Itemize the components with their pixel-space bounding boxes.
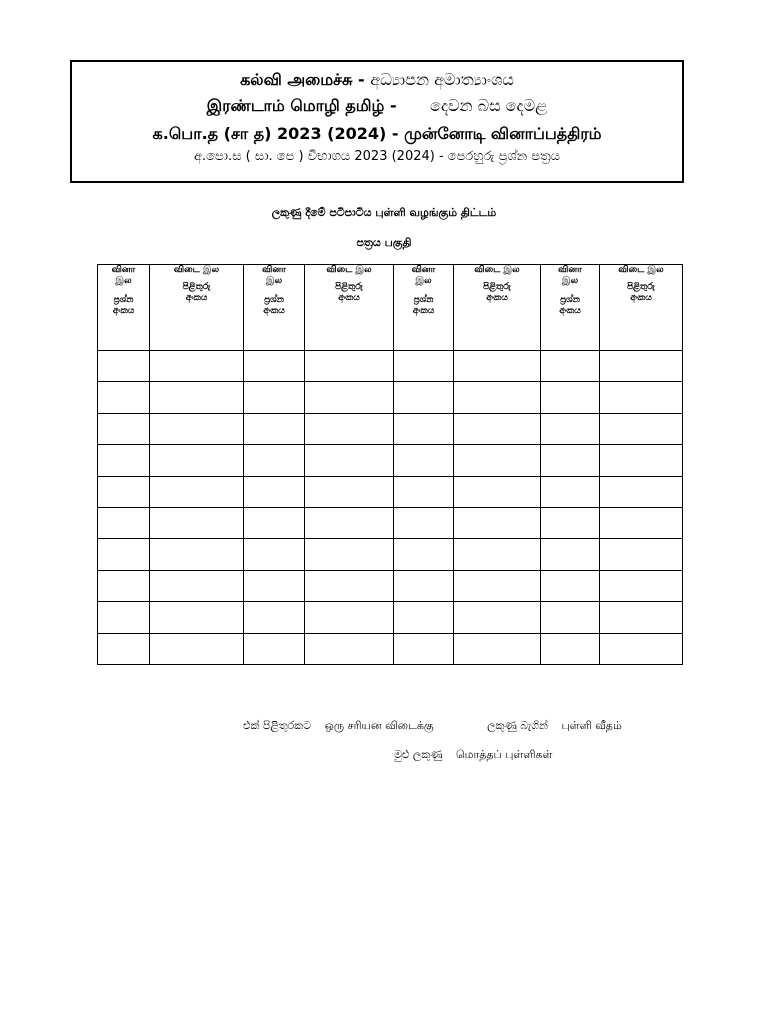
answer-number-cell[interactable] bbox=[600, 602, 683, 633]
answer-number-cell[interactable] bbox=[150, 351, 244, 382]
a-header-si1: පිළිතුරු bbox=[483, 282, 511, 292]
q-header-ta1: வினா bbox=[558, 265, 582, 275]
answer-number-header bbox=[305, 265, 394, 351]
subject-title bbox=[72, 96, 682, 117]
answer-number-cell[interactable] bbox=[305, 445, 394, 476]
question-number-cell[interactable] bbox=[244, 351, 305, 382]
title-box bbox=[70, 60, 684, 183]
answer-number-cell[interactable] bbox=[150, 602, 244, 633]
table-row bbox=[98, 382, 683, 413]
total-marks-ta: மொத்தப் புள்ளிகள் bbox=[456, 748, 553, 761]
answer-number-header bbox=[454, 265, 541, 351]
a-header-ta: விடை இல bbox=[618, 265, 664, 275]
table-row bbox=[98, 602, 683, 633]
marks-each-si: ලකුණු බැගින් bbox=[487, 719, 548, 732]
question-number-cell[interactable] bbox=[394, 476, 454, 507]
answer-number-cell[interactable] bbox=[150, 382, 244, 413]
question-number-cell[interactable] bbox=[394, 351, 454, 382]
table-row bbox=[98, 445, 683, 476]
a-header-si2: අංකය bbox=[338, 293, 360, 303]
a-header-ta: விடை இல bbox=[173, 265, 220, 275]
answer-number-cell[interactable] bbox=[305, 602, 394, 633]
answer-number-cell[interactable] bbox=[454, 382, 541, 413]
answer-number-cell[interactable] bbox=[600, 351, 683, 382]
question-number-header bbox=[244, 265, 305, 351]
q-header-ta1: வினா bbox=[411, 265, 436, 275]
table-row bbox=[98, 476, 683, 507]
table-row bbox=[98, 507, 683, 538]
total-marks-si: මුළු ලකුණු bbox=[394, 748, 443, 761]
question-number-cell[interactable] bbox=[394, 602, 454, 633]
a-header-si2: අංකය bbox=[486, 293, 508, 303]
question-number-cell[interactable] bbox=[98, 445, 150, 476]
exam-title-tamil: க.பொ.த (சா த) 2023 (2024) - முன்னோடி வினாப்பத்திரம் bbox=[152, 124, 602, 143]
question-number-header bbox=[98, 265, 150, 351]
question-number-cell[interactable] bbox=[244, 570, 305, 601]
answer-number-cell[interactable] bbox=[305, 633, 394, 664]
question-number-cell[interactable] bbox=[541, 413, 600, 444]
question-number-cell[interactable] bbox=[98, 633, 150, 664]
answer-grid bbox=[97, 264, 683, 665]
question-number-cell[interactable] bbox=[541, 539, 600, 570]
answer-number-cell[interactable] bbox=[150, 476, 244, 507]
answer-number-cell[interactable] bbox=[454, 633, 541, 664]
question-number-cell[interactable] bbox=[244, 507, 305, 538]
answer-number-cell[interactable] bbox=[150, 539, 244, 570]
answer-number-cell[interactable] bbox=[454, 413, 541, 444]
q-header-si1: ප්‍රශ්න bbox=[113, 295, 134, 305]
question-number-cell[interactable] bbox=[244, 476, 305, 507]
answer-number-cell[interactable] bbox=[454, 476, 541, 507]
a-header-si2: අංකය bbox=[185, 293, 208, 303]
answer-number-cell[interactable] bbox=[600, 633, 683, 664]
question-number-cell[interactable] bbox=[98, 351, 150, 382]
answer-number-cell[interactable] bbox=[454, 507, 541, 538]
question-number-cell[interactable] bbox=[98, 382, 150, 413]
question-number-cell[interactable] bbox=[541, 507, 600, 538]
subject-title-sinhala: දෙවන බස දෙමළ bbox=[430, 96, 548, 115]
answer-number-cell[interactable] bbox=[600, 507, 683, 538]
answer-number-cell[interactable] bbox=[600, 382, 683, 413]
answer-number-cell[interactable] bbox=[150, 507, 244, 538]
question-number-cell[interactable] bbox=[98, 602, 150, 633]
question-number-cell[interactable] bbox=[244, 539, 305, 570]
ministry-title-tamil: கல்வி அமைச்சு - bbox=[240, 70, 365, 89]
question-number-header bbox=[394, 265, 454, 351]
q-header-ta2: இல bbox=[265, 276, 283, 286]
question-number-cell[interactable] bbox=[244, 382, 305, 413]
question-number-header bbox=[541, 265, 600, 351]
answer-number-cell[interactable] bbox=[305, 539, 394, 570]
q-header-si2: අංකය bbox=[559, 306, 581, 316]
q-header-ta1: வினா bbox=[262, 265, 286, 275]
answer-number-cell[interactable] bbox=[454, 351, 541, 382]
table-row bbox=[98, 413, 683, 444]
q-header-ta2: இல bbox=[415, 276, 432, 286]
table-row bbox=[98, 570, 683, 601]
question-number-cell[interactable] bbox=[541, 351, 600, 382]
a-header-si1: පිළිතුරු bbox=[182, 282, 211, 292]
a-header-ta: விடை இல bbox=[326, 265, 372, 275]
question-number-cell[interactable] bbox=[244, 602, 305, 633]
total-marks-line bbox=[394, 748, 562, 763]
question-number-cell[interactable] bbox=[394, 507, 454, 538]
answer-number-cell[interactable] bbox=[305, 413, 394, 444]
subject-title-tamil: இரண்டாம் மொழி தமிழ் - bbox=[206, 96, 397, 115]
q-header-ta2: இல bbox=[115, 276, 132, 286]
answer-number-cell[interactable] bbox=[305, 476, 394, 507]
question-number-cell[interactable] bbox=[541, 602, 600, 633]
header-row bbox=[98, 265, 683, 351]
question-number-cell[interactable] bbox=[244, 633, 305, 664]
per-answer-si: එක් පිළිතුරකට bbox=[243, 719, 312, 732]
answer-number-cell[interactable] bbox=[454, 539, 541, 570]
marks-each-ta: புள்ளி வீதம் bbox=[561, 719, 622, 732]
question-number-cell[interactable] bbox=[541, 570, 600, 601]
answer-number-cell[interactable] bbox=[600, 413, 683, 444]
a-header-si1: පිළිතුරු bbox=[627, 282, 655, 292]
answer-number-cell[interactable] bbox=[600, 476, 683, 507]
per-answer-marks-line bbox=[243, 719, 632, 734]
a-header-ta: விடை இல bbox=[474, 265, 520, 275]
exam-title-sinhala: අ.පො.ස ( සා. පෙ ) විභාගය 2023 (2024) - පෙරහුරු ප්‍රශ්න පත්‍රය bbox=[193, 149, 561, 164]
answer-number-cell[interactable] bbox=[454, 445, 541, 476]
answer-number-cell[interactable] bbox=[305, 382, 394, 413]
table-row bbox=[98, 539, 683, 570]
ministry-title-sinhala: අධ්‍යාපන අමාත්‍යාංශය bbox=[370, 70, 514, 89]
question-number-cell[interactable] bbox=[541, 633, 600, 664]
question-number-cell[interactable] bbox=[541, 382, 600, 413]
answer-number-cell[interactable] bbox=[454, 570, 541, 601]
a-header-si1: පිළිතුරු bbox=[335, 282, 363, 292]
question-number-cell[interactable] bbox=[98, 539, 150, 570]
answer-number-cell[interactable] bbox=[305, 507, 394, 538]
per-answer-ta: ஒரு சரியன விடைக்கு bbox=[324, 719, 434, 732]
grid-body bbox=[98, 351, 683, 665]
question-number-cell[interactable] bbox=[394, 382, 454, 413]
table-row bbox=[98, 351, 683, 382]
question-number-cell[interactable] bbox=[394, 445, 454, 476]
paper-part-label: පත්‍රය பகுதி bbox=[356, 236, 412, 249]
q-header-si1: ප්‍රශ්න bbox=[413, 295, 434, 305]
answer-number-cell[interactable] bbox=[305, 570, 394, 601]
question-number-cell[interactable] bbox=[244, 413, 305, 444]
question-number-cell[interactable] bbox=[98, 570, 150, 601]
q-header-si1: ප්‍රශ්න bbox=[560, 295, 580, 305]
answer-number-header bbox=[600, 265, 683, 351]
q-header-si2: අංකය bbox=[412, 306, 435, 316]
question-number-cell[interactable] bbox=[394, 413, 454, 444]
answer-number-cell[interactable] bbox=[600, 539, 683, 570]
answer-number-cell[interactable] bbox=[305, 351, 394, 382]
answer-number-cell[interactable] bbox=[600, 445, 683, 476]
marking-scheme-title: ලකුණු දීමේ පටිපාටිය புள்ளி வழங்கும் திட்டம் bbox=[271, 206, 497, 219]
q-header-si2: අංකය bbox=[263, 306, 285, 316]
question-number-cell[interactable] bbox=[394, 539, 454, 570]
q-header-ta2: இல bbox=[561, 276, 579, 286]
question-number-cell[interactable] bbox=[394, 570, 454, 601]
q-header-ta1: வினா bbox=[111, 265, 136, 275]
question-number-cell[interactable] bbox=[98, 476, 150, 507]
ministry-title bbox=[72, 70, 682, 91]
table-row bbox=[98, 633, 683, 664]
answer-number-cell[interactable] bbox=[150, 570, 244, 601]
question-number-cell[interactable] bbox=[541, 445, 600, 476]
question-number-cell[interactable] bbox=[541, 476, 600, 507]
question-number-cell[interactable] bbox=[98, 413, 150, 444]
answer-number-cell[interactable] bbox=[150, 445, 244, 476]
answer-number-cell[interactable] bbox=[150, 413, 244, 444]
answer-number-cell[interactable] bbox=[600, 570, 683, 601]
a-header-si2: අංකය bbox=[630, 293, 652, 303]
question-number-cell[interactable] bbox=[98, 507, 150, 538]
answer-number-cell[interactable] bbox=[454, 602, 541, 633]
answer-number-header bbox=[150, 265, 244, 351]
q-header-si2: අංකය bbox=[112, 306, 135, 316]
question-number-cell[interactable] bbox=[244, 445, 305, 476]
answer-number-cell[interactable] bbox=[150, 633, 244, 664]
q-header-si1: ප්‍රශ්න bbox=[264, 295, 284, 305]
question-number-cell[interactable] bbox=[394, 633, 454, 664]
